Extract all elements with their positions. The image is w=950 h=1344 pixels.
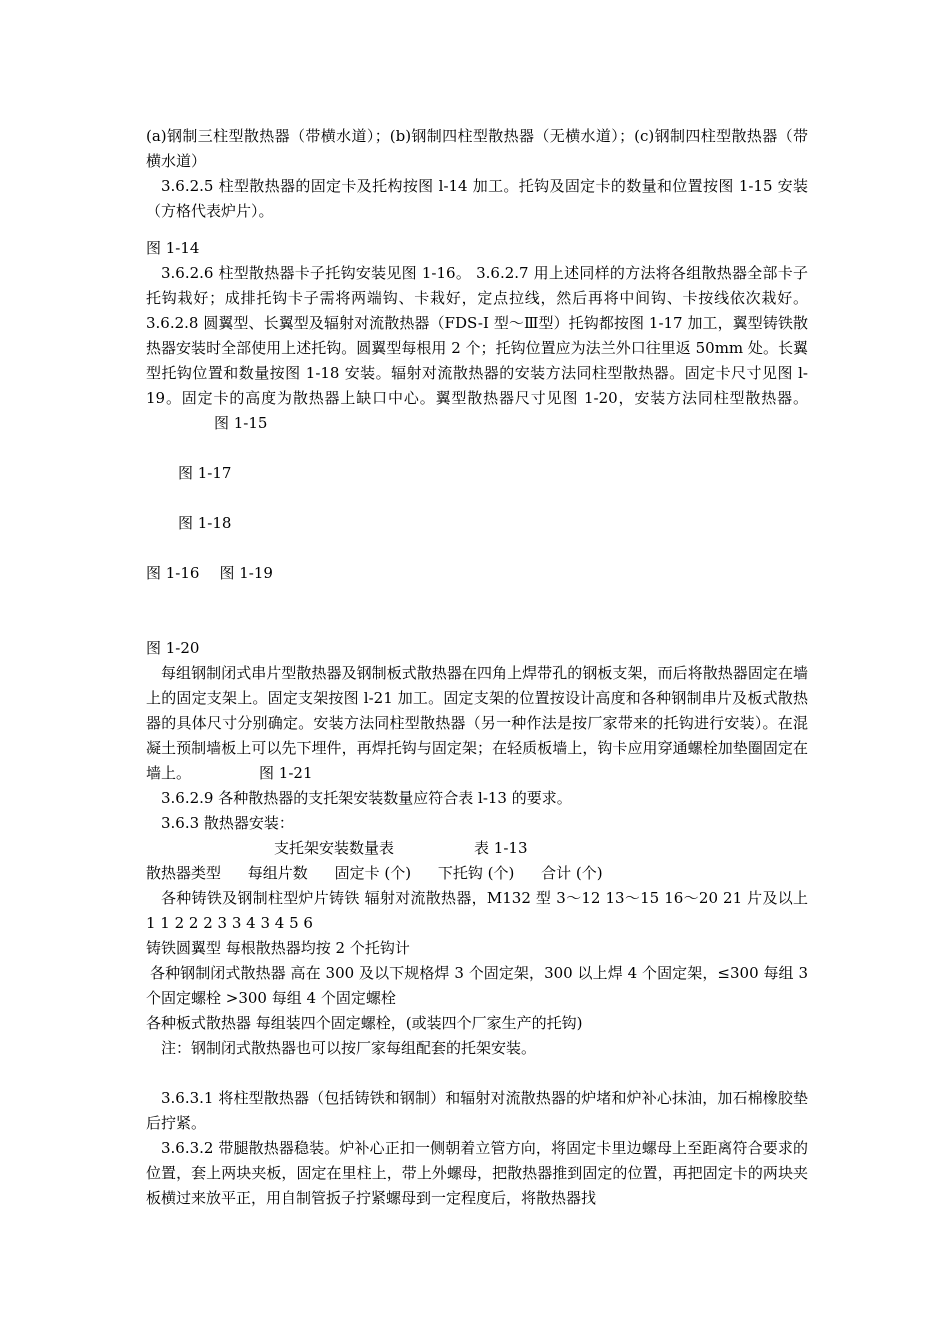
- table-note: 注：钢制闭式散热器也可以按厂家每组配套的托架安装。: [161, 1039, 537, 1057]
- table-header-clamp: 固定卡 (个): [334, 864, 412, 882]
- table-row-panel: 各种板式散热器 每组装四个固定螺栓，(或装四个厂家生产的托钩): [146, 1014, 583, 1032]
- figure-labels-1-16-1-19: [146, 561, 808, 586]
- document-page: [146, 124, 808, 1211]
- figure-label-1-21: 图 1-21: [259, 764, 313, 782]
- spacer: [146, 224, 808, 236]
- paragraph-3-6-2-5-text: 3.6.2.5 柱型散热器的固定卡及托构按图 l-14 加工。托钩及固定卡的数量和位置按图 1-15 安装（方格代表炉片）。: [146, 177, 808, 220]
- spacer: [146, 586, 808, 636]
- spacer: [146, 1061, 808, 1086]
- table-header-row: [146, 861, 808, 886]
- figure-label-1-15: 图 1-15: [214, 414, 268, 432]
- paragraph-3-6-2-5: [146, 174, 808, 224]
- spacer: [146, 436, 808, 461]
- table-number: 表 1-13: [474, 839, 528, 857]
- table-header-total: 合计 (个): [541, 864, 603, 882]
- table-title: 支托架安装数量表: [274, 839, 395, 857]
- table-header-hook: 下托钩 (个): [437, 864, 515, 882]
- table-header-type: 散热器类型: [146, 864, 222, 882]
- paragraph-3-6-2-9: 3.6.2.9 各种散热器的支托架安装数量应符合表 l-13 的要求。: [161, 789, 572, 807]
- paragraph-3-6-2-6-text: 3.6.2.6 柱型散热器卡子托钩安装见图 1-16。 3.6.2.7 用上述同样的方法将各组散热器全部卡子托钩栽好；成排托钩卡子需将两端钩、卡栽好，定点拉线，然后再将中间钩、卡按线依次栽好。 3.6.2.8 圆翼型、长翼型及辐射对流散热器（FDS-Ⅰ 型～Ⅲ型）托钩都按图 1-17 加工，翼型铸铁散热器安装时全部使用上述托钩。圆翼型每根用 2 个；托钩位置应为法兰外口往里返 50mm 处。长翼型托钩位置和数量按图 1-18 安装。辐射对流散热器的安装方法同柱型散热器。固定卡尺寸见图 l-19。固定卡的高度为散热器上缺口中心。翼型散热器尺寸见图 1-20，安装方法同柱型散热器。: [146, 264, 808, 407]
- paragraph-3-6-3-1: 3.6.3.1 将柱型散热器（包括铸铁和钢制）和辐射对流散热器的炉堵和炉补心抹油，加石棉橡胶垫后拧紧。: [146, 1089, 808, 1132]
- spacer: [146, 536, 808, 561]
- paragraph-steel-text: 每组钢制闭式串片型散热器及钢制板式散热器在四角上焊带孔的钢板支架，而后将散热器固定在墙上的固定支架上。固定支架按图 l-21 加工。固定支架的位置按设计高度和各种钢制串片及板式散热器的具体尺寸分别确定。安装方法同柱型散热器（另一种作法是按厂家带来的托钩进行安装）。在混凝土预制墙板上可以先下埋件，再焊托钩与固定架；在轻质板墙上，钩卡应用穿通螺栓加垫圈固定在墙上。: [146, 664, 808, 782]
- figure-label-1-17: 图 1-17: [178, 464, 232, 482]
- table-row-round-fin: 铸铁圆翼型 每根散热器均按 2 个托钩计: [146, 939, 410, 957]
- paragraph-3-6-2-6-to-8: [146, 261, 808, 436]
- figure-label-1-20: 图 1-20: [146, 639, 200, 657]
- table-row-cast-iron-column: 各种铸铁及钢制柱型炉片铸铁 辐射对流散热器，M132 型 3～12 13～15 16～20 21 片及以上 1 1 2 2 2 3 3 4 3 4 5 6: [146, 889, 808, 932]
- paragraph-3-6-3: 3.6.3 散热器安装：: [161, 814, 294, 832]
- figure-label-1-16: 图 1-16: [146, 564, 200, 582]
- table-header-pieces: 每组片数: [247, 864, 308, 882]
- paragraph-figure-caption-a-b-c: (a)钢制三柱型散热器（带横水道）；(b)钢制四柱型散热器（无横水道）；(c)钢制四柱型散热器（带横水道）: [146, 127, 808, 170]
- paragraph-steel-radiator-brackets: [146, 661, 808, 786]
- figure-label-1-19: 图 1-19: [219, 564, 273, 582]
- spacer: [146, 486, 808, 511]
- table-title-row: [146, 836, 808, 861]
- figure-label-1-14: 图 1-14: [146, 239, 200, 257]
- table-row-steel-closed: 各种钢制闭式散热器 高在 300 及以下规格焊 3 个固定架，300 以上焊 4 个固定架，≤300 每组 3 个固定螺栓 >300 每组 4 个固定螺栓: [146, 964, 808, 1007]
- paragraph-3-6-3-2: 3.6.3.2 带腿散热器稳装。炉补心正扣一侧朝着立管方向，将固定卡里边螺母上至距离符合要求的位置，套上两块夹板，固定在里柱上，带上外螺母，把散热器推到固定的位置，再把固定卡的两块夹板横过来放平正，用自制管扳子拧紧螺母到一定程度后，将散热器找: [146, 1139, 808, 1207]
- figure-label-1-18: 图 1-18: [178, 514, 232, 532]
